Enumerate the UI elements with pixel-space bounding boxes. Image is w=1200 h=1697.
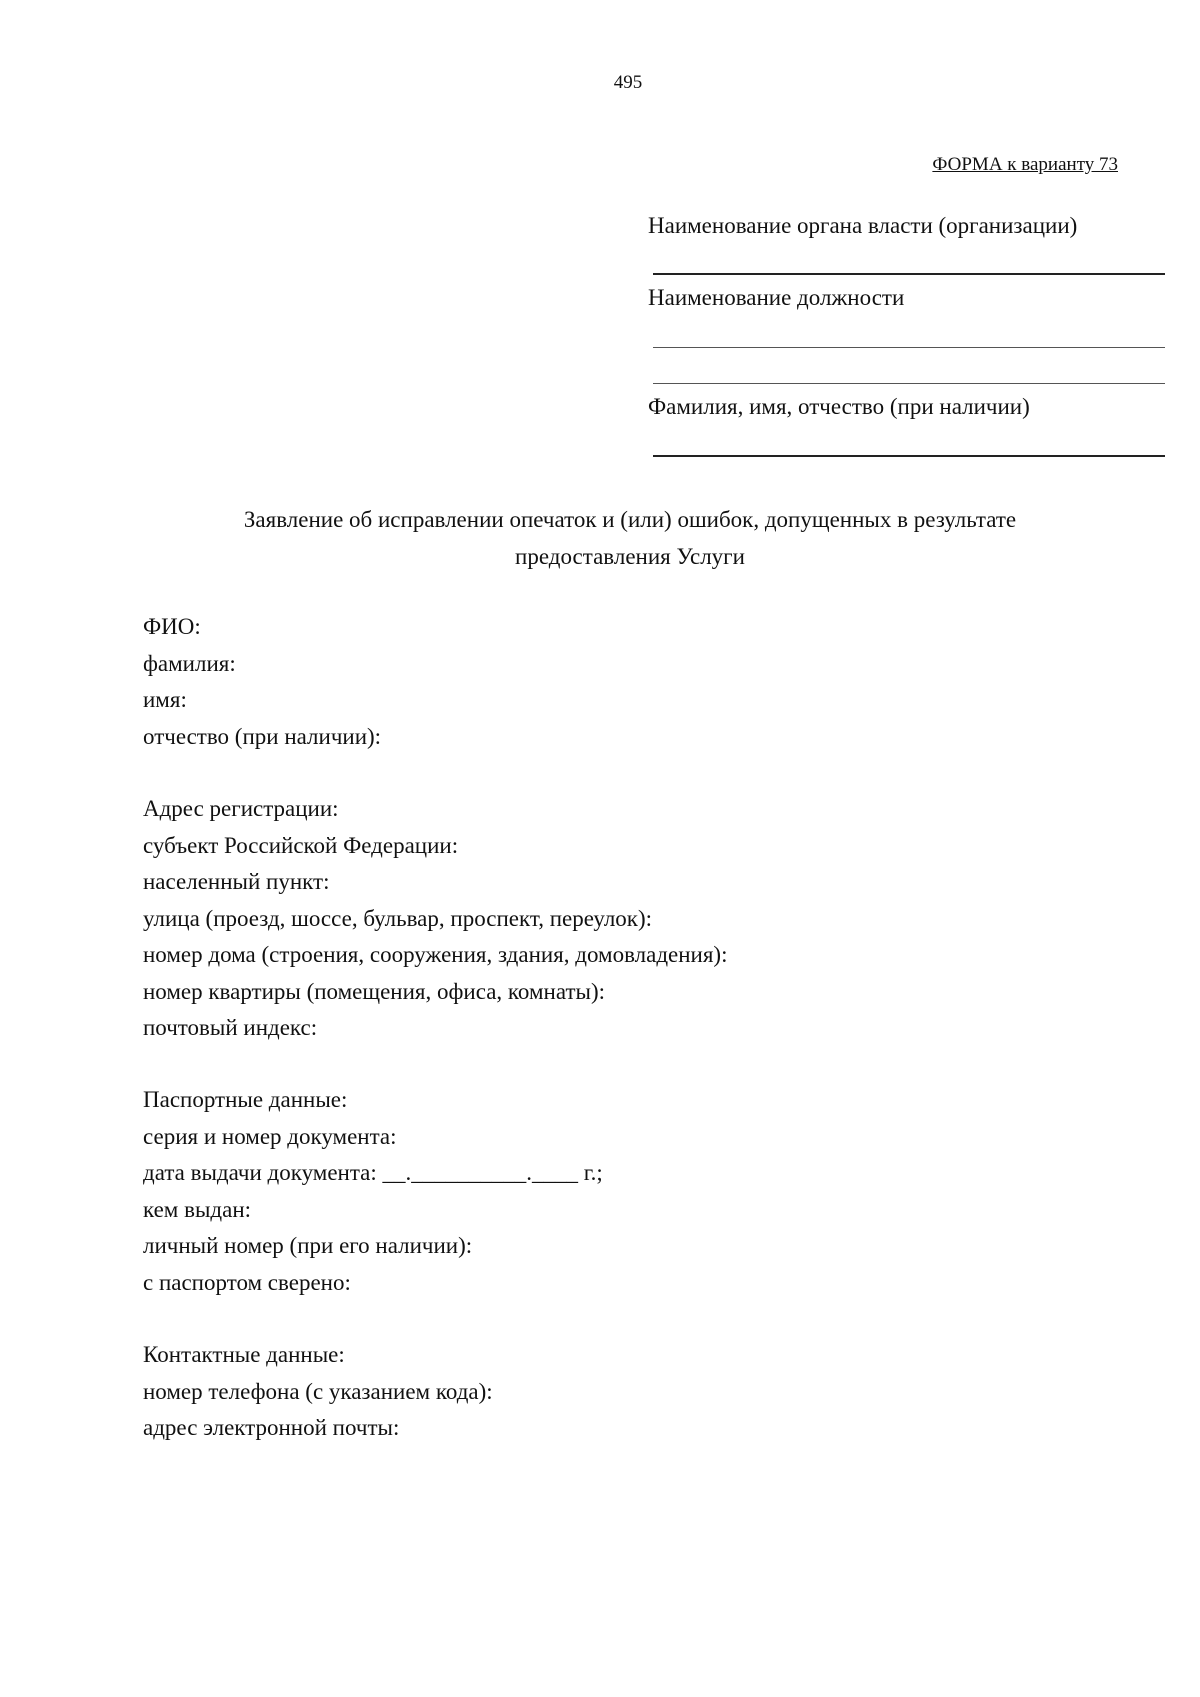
passport-section xyxy=(143,1082,603,1301)
email-field: адрес электронной почты: xyxy=(143,1415,400,1440)
organization-label: Наименование органа власти (организации) xyxy=(648,213,1078,238)
personal-number-field: личный номер (при его наличии): xyxy=(143,1233,473,1258)
position-line xyxy=(653,347,1165,348)
house-field: номер дома (строения, сооружения, здания, домовладения): xyxy=(143,942,728,967)
organization-line xyxy=(653,273,1165,275)
address-section xyxy=(143,791,727,1047)
passport-heading: Паспортные данные: xyxy=(143,1087,348,1112)
apartment-field: номер квартиры (помещения, офиса, комнаты): xyxy=(143,978,605,1004)
document-title xyxy=(140,501,1120,575)
fullname-label: Фамилия, имя, отчество (при наличии) xyxy=(648,394,1030,419)
issued-by-field: кем выдан: xyxy=(143,1196,252,1222)
fio-heading: ФИО: xyxy=(143,614,201,639)
title-line-1: Заявление об исправлении опечаток и (или) ошибок, допущенных в результате xyxy=(243,507,1017,532)
region-field: субъект Российской Федерации: xyxy=(143,832,459,858)
last-name-field: фамилия: xyxy=(143,650,236,676)
first-name-field: имя: xyxy=(143,687,187,712)
locality-field: населенный пункт: xyxy=(143,869,330,894)
verified-field: с паспортом сверено: xyxy=(143,1269,351,1295)
form-reference: ФОРМА к варианту 73 xyxy=(932,154,1118,175)
contacts-heading: Контактные данные: xyxy=(143,1342,345,1367)
contacts-section xyxy=(143,1337,493,1447)
postcode-field: почтовый индекс: xyxy=(143,1015,318,1040)
street-field: улица (проезд, шоссе, бульвар, проспект, переулок): xyxy=(143,905,653,931)
phone-field: номер телефона (с указанием кода): xyxy=(143,1378,493,1404)
issue-date-field: дата выдачи документа: __.__________.____ г.; xyxy=(143,1160,603,1185)
series-number-field: серия и номер документа: xyxy=(143,1123,397,1149)
title-line-2: предоставления Услуги xyxy=(515,544,745,569)
fullname-line xyxy=(653,455,1165,457)
address-heading: Адрес регистрации: xyxy=(143,796,339,821)
page-number: 495 xyxy=(613,72,643,93)
patronymic-field: отчество (при наличии): xyxy=(143,723,382,749)
position-line-2 xyxy=(653,383,1165,384)
fio-section xyxy=(143,609,381,755)
position-label: Наименование должности xyxy=(648,285,905,310)
